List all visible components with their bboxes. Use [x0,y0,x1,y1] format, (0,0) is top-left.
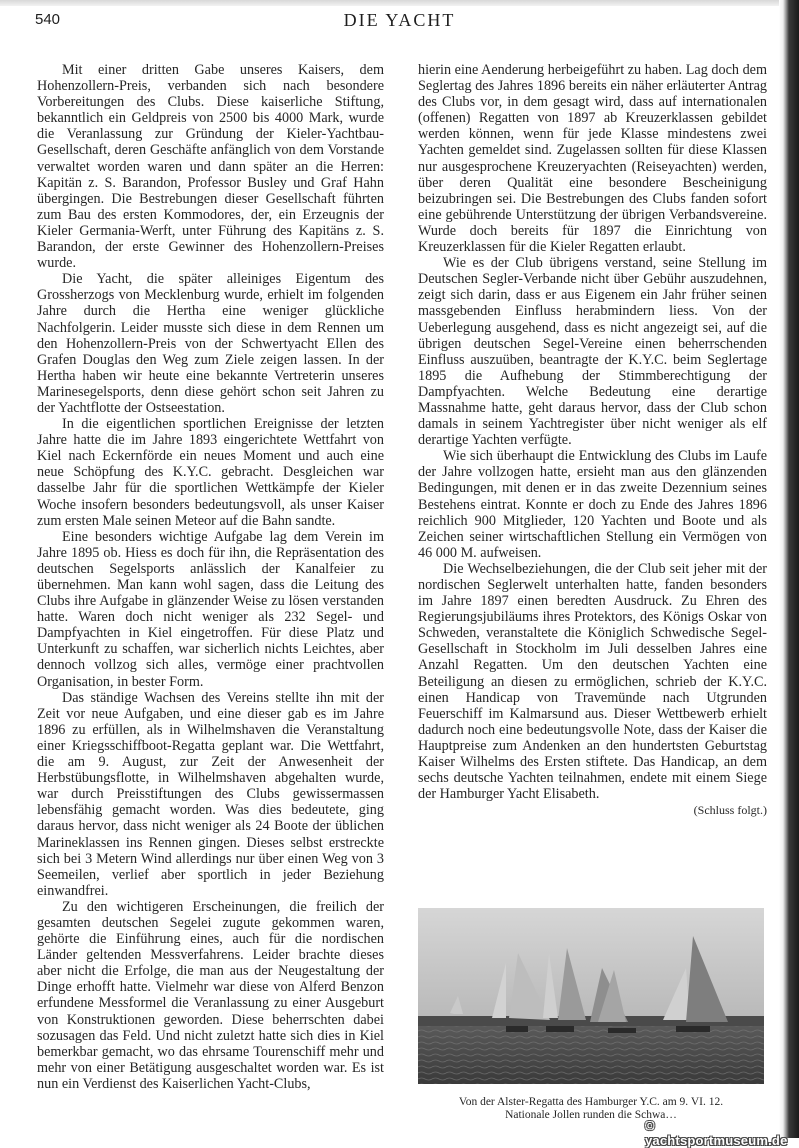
paragraph: Das ständige Wachsen des Vereins stellte ihn mit der Zeit vor neue Aufgaben, und eine dieser gab es im Jahre 1896 zu erfüllen, als in Wilhelmshaven die Veranstaltung einer Kriegsschiffboot-Regatta geplant war. Die Wettfahrt, die am 9. August, zur Zeit der Anwesenheit der Herbstübungsflotte, in Wilhelmshaven abgehalten wurde, war durch Preisstiftungen des Clubs gewissermassen lebensfähig gemacht worden. Was dies bedeutete, ging daraus hervor, dass nicht weniger als 24 Boote der üblichen Marineklassen ins Rennen gingen. Dieses selbst erstreckte sich bei 3 Metern Wind allerdings nur über einen Weg von 3 Seemeilen, verlief aber sportlich in jeder Beziehung einwandfrei. [37,689,384,899]
hull [506,1026,528,1032]
paragraph: In die eigentlichen sportlichen Ereignisse der letzten Jahre hatte die im Jahre 1893 eingerichtete Wettfahrt von Kiel nach Eckernförde ein neues Moment und auch eine neue Schöpfung des K.Y.C. gebracht. Desgleichen war dasselbe Jahr für die sportlichen Wettkämpfe der Kieler Woche insofern besonders bedeutungsvoll, als unser Kaiser zum ersten Male seinen Meteor auf die Bahn sandte. [37,416,384,529]
hull [608,1028,636,1033]
right-column [418,62,767,818]
paragraph: Eine besonders wichtige Aufgabe lag dem Verein im Jahre 1895 ob. Hiess es doch für ihn, die Repräsentation des deutschen Segelsports anlässlich der Kanalfeier zu übernehmen. Man kann wohl sagen, dass die Leitung des Clubs ihre Aufgabe in glänzender Weise zu lösen verstanden hatte. Waren doch nicht weniger als 232 Segel- und Dampfyachten in Kiel eingetroffen. Für diese Platz und Unterkunft zu schaffen, war sicherlich nichts Leichtes, aber dennoch vollzog sich alles, vermöge einer prachtvollen Organisation, in bester Form. [37,528,384,690]
sailboats-image [418,908,764,1084]
caption-line-2: Nationale Jollen runden die Schwa… [505,1109,677,1121]
paragraph: Wie sich überhaupt die Entwicklung des Clubs im Laufe der Jahre vollzogen hatte, ersieht man aus den glänzenden Bedingungen, mit denen er in das zweite Dezennium seines Bestehens eintrat. Konnte er doch zu Ende des Jahres 1896 reichlich 900 Mitglieder, 120 Yachten und Boote und als Zeichen seiner wirtschaftlichen Stellung ein Vermögen von 46 000 M. aufweisen. [418,448,767,561]
paragraph: Zu den wichtigeren Erscheinungen, die freilich der gesamten deutschen Segelei zugute gekommen waren, gehörte die Einführung eines, auch für die nordischen Länder geltenden Messverfahrens. Leider brachte dieses aber nicht die Erfolge, die man aus der Neugestaltung der Dinge erhofft hatte. Vielmehr war diese von Alferd Benzon erfundene Messformel die Veranlassung zu einer Ausgeburt von Konstruktionen geworden. Diese beherrschten dabei sozusagen das Feld. Und nicht zuletzt hatte sich dies in Kiel bemerkbar gemacht, wo das ehrsame Tourenschiff mehr und mehr von einer Betätigung ausgeschaltet worden war. Es ist nun ein Verdienst des Kaiserlichen Yacht-Clubs, [37,898,384,1092]
paragraph: Die Wechselbeziehungen, die der Club seit jeher mit der nordischen Seglerwelt unterhalten hatte, fanden besonders im Jahre 1897 einen beredten Ausdruck. Zu Ehren des Regierungsjubiläums ihres Protektors, des Königs Oskar von Schweden, veranstaltete die Königlich Schwedische Segel-Gesellschaft in Stockholm im Juli desselben Jahres eine Anzahl Regatten. Um den deutschen Yachten eine Beteiligung an diesen zu ermöglichen, schrieb der K.Y.C. einen Handicap von Travemünde nach Utgrunden Feuerschiff im Kalmarsund aus. Dieser Wettbewerb erhielt dadurch noch eine bedeutungsvolle Note, dass der Kaiser die Hauptpreise zum Andenken an den hundertsten Geburtstag Kaiser Wilhelms des Ersten stiftete. Das Handicap, an dem sechs deutsche Yachten teilnahmen, endete mit einem Siege der Hamburger Yacht Elisabeth. [418,560,767,803]
paragraph: Die Yacht, die später alleiniges Eigentum des Grossherzogs von Mecklenburg wurde, erhielt im folgenden Jahre durch die Hertha eine weniger glückliche Nachfolgerin. Leider musste sich diese in dem Rennen um den Hohenzollern-Preis von der Schwertyacht Ellen des Grafen Douglas den Weg zum Ziele zeigen lassen. In der Hertha haben wir heute eine bekannte Vertreterin unseres Marinesegelsports, denn diese gehört schon seit Jahren zu der Yachtflotte der Ostseestation. [37,271,384,416]
regatta-photograph [418,908,764,1084]
paragraph: Mit einer dritten Gabe unseres Kaisers, dem Hohenzollern-Preis, verbanden sich nach besondere Vorbereitungen des Clubs. Diese kaiserliche Stiftung, bekanntlich ein Geldpreis von 2500 bis 4000 Mark, wurde die Veranlassung zur Gründung der Kieler-Yachtbau-Gesellschaft, deren Geschäfte anfänglich von dem Vorstande verwaltet worden waren und dann später an die Herren: Kapitän z. S. Barandon, Professor Busley und Graf Hahn übergingen. Die Bestrebungen dieser Gesellschaft führten zum Bau des ersten Kommodores, der, ein Erzeugnis der Kieler Germania-Werft, unter Führung des Kapitäns z. S. Barandon, der erste Gewinner des Hohenzollern-Preises wurde. [37,62,384,272]
hull [676,1026,710,1032]
caption-line-1: Von der Alster-Regatta des Hamburger Y.C. am 9. VI. 12. [458,1096,724,1108]
left-column [37,62,384,1092]
running-title: DIE YACHT [343,10,456,30]
hull [546,1026,574,1032]
copyright-watermark: © yachtsportmuseum.de [645,1118,788,1148]
book-spine-edge [779,0,799,1138]
paragraph: hierin eine Aenderung herbeigeführt zu haben. Lag doch dem Seglertag des Jahres 1896 bereits ein näher erläuterter Antrag des Clubs vor, in dem gesagt wird, dass auf internationalen (offenen) Regatten von 1897 ab Kreuzerklassen gebildet werden können, wenn für jede Klasse mindestens zwei Yachten gemeldet sind. Zugelassen sollten für diese Klassen nur ausgesprochene Kreuzeryachten (Reiseyachten) werden, über deren Qualität eine besondere Bescheinigung beizubringen sei. Die Bestrebungen des Clubs fanden sofort eine gebührende Unterstützung der übrigen Verbandsvereine. Wurde doch bereits für 1897 die Einrichtung von Kreuzerklassen für die Kieler Regatten erlaubt. [418,62,767,256]
to-be-continued-note: (Schluss folgt.) [693,803,767,818]
page-top-shadow [0,0,780,6]
page-number: 540 [35,11,61,28]
paragraph: Wie es der Club übrigens verstand, seine Stellung im Deutschen Segler-Verbande nicht über Gebühr auszudehnen, zeigt sich darin, dass er aus Eigenem ein Jahr früher seinen massgebenden Einfluss herabmindern liess. Von der Ueberlegung ausgehend, dass es nicht angezeigt sei, auf die übrigen deutschen Segel-Vereine einen beherrschenden Einfluss auszuüben, beantragte der K.Y.C. beim Seglertage 1895 die Aufhebung der Stimmberechtigung der Dampfyachten. Welche Bedeutung eine derartige Massnahme hatte, geht daraus hervor, dass der Club schon damals in seinem Yachtregister über nicht weniger als elf derartige Yachten verfügte. [418,255,767,449]
